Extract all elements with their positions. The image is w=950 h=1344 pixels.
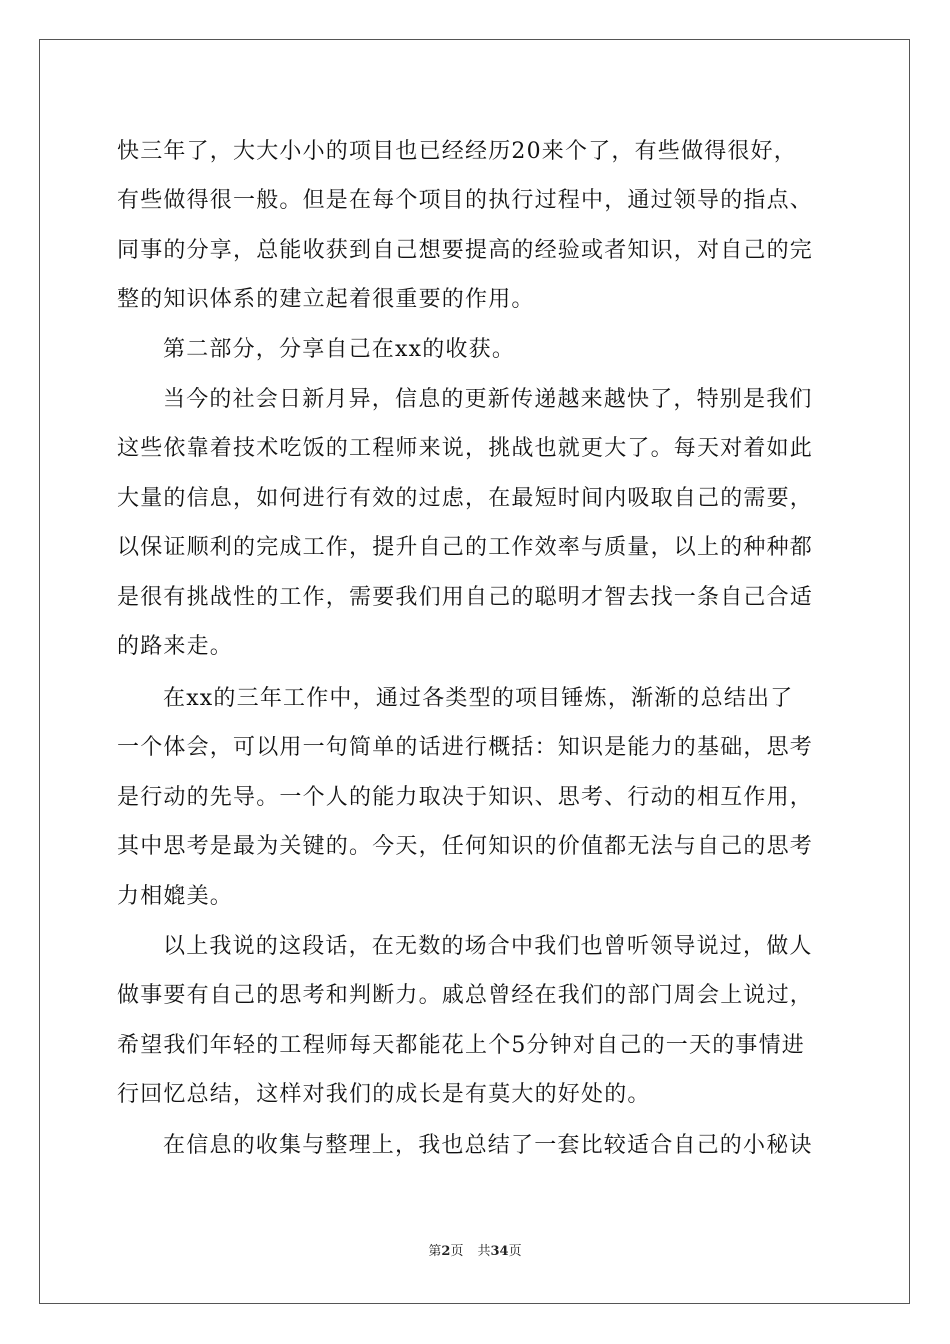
text-line: 其中思考是最为关键的。今天，任何知识的价值都无法与自己的思考	[117, 834, 814, 859]
total-suffix: 页	[508, 1244, 522, 1259]
page-suffix: 页	[450, 1244, 464, 1259]
text-line: 以上我说的这段话，在无数的场合中我们也曾听领导说过，做人	[163, 934, 813, 959]
text-line: 的路来走。	[117, 634, 234, 659]
text-line: 力相媲美。	[117, 884, 234, 909]
total-pages: 34	[490, 1244, 509, 1259]
page-number: 2	[441, 1244, 451, 1259]
total-prefix: 共	[477, 1244, 491, 1259]
text-line: 行回忆总结，这样对我们的成长是有莫大的好处的。	[117, 1082, 651, 1107]
page-prefix: 第	[428, 1244, 442, 1259]
text-line: 有些做得很一般。但是在每个项目的执行过程中，通过领导的指点、	[117, 188, 814, 213]
text-line: 同事的分享，总能收获到自己想要提高的经验或者知识，对自己的完	[117, 238, 814, 263]
section-heading: 第二部分，分享自己在xx的收获。	[163, 337, 516, 362]
text-line: 一个体会，可以用一句简单的话进行概括：知识是能力的基础，思考	[117, 735, 814, 760]
text-line: 做事要有自己的思考和判断力。戚总曾经在我们的部门周会上说过，	[117, 983, 814, 1008]
text-line: 是行动的先导。一个人的能力取决于知识、思考、行动的相互作用，	[117, 785, 814, 810]
text-line: 以保证顺利的完成工作，提升自己的工作效率与质量，以上的种种都	[117, 535, 814, 560]
text-line: 快三年了，大大小小的项目也已经经历20来个了，有些做得很好，	[117, 139, 797, 164]
text-line: 在xx的三年工作中，通过各类型的项目锤炼，渐渐的总结出了	[163, 686, 794, 711]
page-footer	[0, 1243, 950, 1261]
text-line: 大量的信息，如何进行有效的过虑，在最短时间内吸取自己的需要，	[117, 486, 814, 511]
text-line: 是很有挑战性的工作，需要我们用自己的聪明才智去找一条自己合适	[117, 585, 814, 610]
text-line: 在信息的收集与整理上，我也总结了一套比较适合自己的小秘诀	[163, 1133, 813, 1158]
page-border	[39, 39, 910, 1304]
text-line: 这些依靠着技术吃饭的工程师来说，挑战也就更大了。每天对着如此	[117, 436, 814, 461]
text-line: 当今的社会日新月异，信息的更新传递越来越快了，特别是我们	[163, 387, 813, 412]
text-line: 希望我们年轻的工程师每天都能花上个5分钟对自己的一天的事情进	[117, 1033, 805, 1058]
text-line: 整的知识体系的建立起着很重要的作用。	[117, 287, 535, 312]
